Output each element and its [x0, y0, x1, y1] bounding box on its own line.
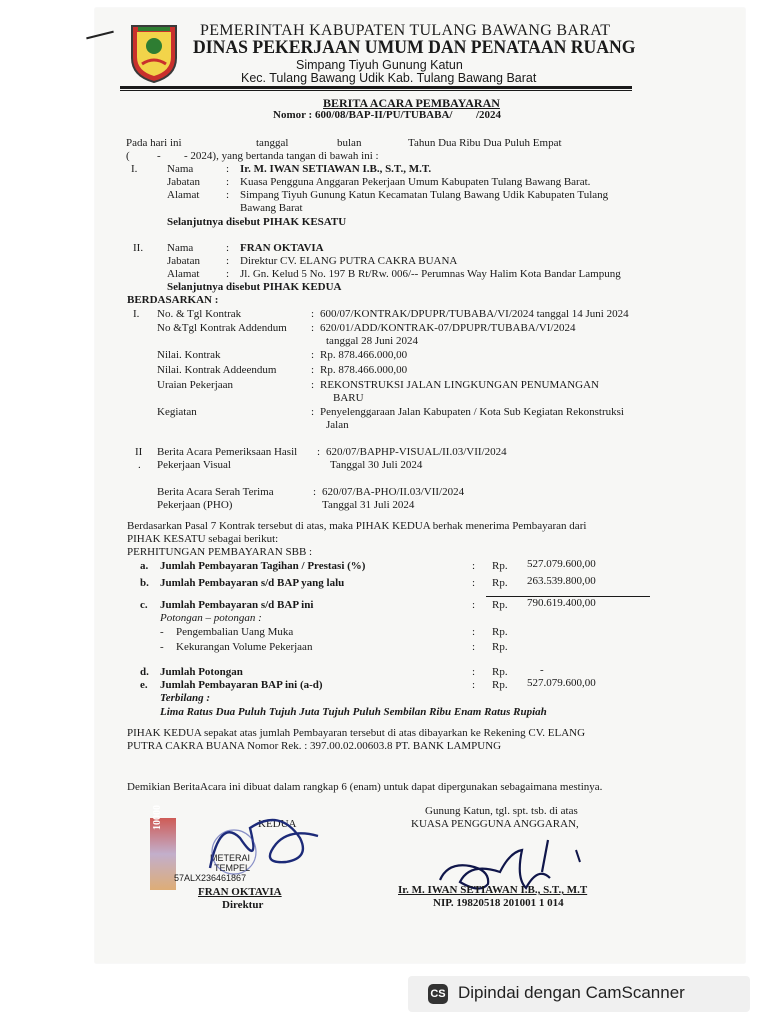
signatory-left-name: FRAN OKTAVIA — [198, 886, 282, 898]
party2-name: FRAN OKTAVIA — [240, 242, 324, 254]
row-d-amount: - — [540, 664, 544, 676]
row-c-currency: Rp. — [492, 599, 508, 611]
party1-name-label: Nama — [167, 163, 194, 175]
pho-label-cont: Pekerjaan (PHO) — [157, 499, 233, 511]
work-description-cont: BARU — [333, 392, 364, 404]
bap-label: Berita Acara Pemeriksaan Hasil — [157, 446, 298, 458]
header-agency: DINAS PEKERJAAN UMUM DAN PENATAAN RUANG — [193, 37, 636, 58]
document-year: /2024 — [476, 109, 502, 121]
party2-designation: Selanjutnya disebut PIHAK KEDUA — [167, 281, 342, 293]
regency-logo-icon — [128, 22, 180, 84]
tempel-label: TEMPEL — [214, 863, 251, 873]
signatory-left-title: Direktur — [222, 899, 264, 911]
stamp-serial: 57ALX236461867 — [174, 873, 247, 883]
party1-alamat-label: Alamat — [167, 189, 200, 201]
row-d-label: d. — [140, 666, 149, 678]
amount-words-label: Terbilang : — [160, 692, 211, 704]
party2-alamat: Jl. Gn. Kelud 5 No. 197 B Rt/Rw. 006/-- Perumnas Way Halim Kota Bandar Lampung — [240, 268, 621, 280]
row-a-label: a. — [140, 560, 149, 572]
deductions-heading: Potongan – potongan : — [160, 612, 262, 624]
contract-label: No. & Tgl Kontrak — [157, 308, 242, 320]
pasal-text-cont: PIHAK KESATU sebagai berikut: — [127, 533, 279, 545]
opening-paren: ( — [126, 150, 130, 162]
calculation-heading: PERHITUNGAN PEMBAYARAN SBB : — [127, 546, 313, 558]
basis-heading: BERDASARKAN : — [127, 294, 219, 306]
pasal-text: Berdasarkan Pasal 7 Kontrak tersebut di atas, maka PIHAK KEDUA berhak menerima Pembayaran dari — [127, 520, 587, 532]
row-a-amount: 527.079.600,00 — [527, 558, 596, 570]
opening-month: bulan — [337, 137, 362, 149]
row-d-text: Jumlah Potongan — [160, 666, 243, 678]
deduction-volume-currency: Rp. — [492, 641, 508, 653]
party2-name-label: Nama — [167, 242, 194, 254]
signatory-right-name: Ir. M. IWAN SETIAWAN I.B., S.T., M.T — [398, 884, 588, 896]
addendum-value: 620/01/ADD/KONTRAK-07/DPUPR/TUBABA/VI/2024 — [320, 322, 576, 334]
row-c-text: Jumlah Pembayaran s/d BAP ini — [160, 599, 314, 611]
row-a-currency: Rp. — [492, 560, 508, 572]
deduction-advance: Pengembalian Uang Muka — [176, 626, 294, 638]
party1-alamat: Simpang Tiyuh Gunung Katun Kecamatan Tulang Bawang Udik Kabupaten Tulang — [240, 189, 609, 201]
party1-alamat-cont: Bawang Barat — [240, 202, 303, 214]
header-address2: Kec. Tulang Bawang Udik Kab. Tulang Bawang Barat — [241, 71, 537, 85]
deduction-advance-currency: Rp. — [492, 626, 508, 638]
addendum-label: No &Tgl Kontrak Addendum — [157, 322, 287, 334]
bap-label-cont: Pekerjaan Visual — [157, 459, 231, 471]
contract-value: 600/07/KONTRAK/DPUPR/TUBABA/VI/2024 tanggal 14 Juni 2024 — [320, 308, 629, 320]
header-rule-thin — [120, 90, 632, 91]
row-e-text: Jumlah Pembayaran BAP ini (a-d) — [160, 679, 323, 691]
bap-date: Tanggal 30 Juli 2024 — [330, 459, 423, 471]
pho-number: 620/07/BA-PHO/II.03/VII/2024 — [322, 486, 465, 498]
bank-account-text-cont: PUTRA CAKRA BUANA Nomor Rek. : 397.00.02.00603.8 PT. BANK LAMPUNG — [127, 740, 502, 752]
document-title: BERITA ACARA PEMBAYARAN — [323, 96, 500, 110]
opening-day: Pada hari ini — [126, 137, 182, 149]
pho-label: Berita Acara Serah Terima — [157, 486, 274, 498]
basis-number-2-dot: . — [138, 459, 141, 471]
opening-dash: - — [157, 150, 161, 162]
party1-jabatan-label: Jabatan — [167, 176, 200, 188]
contract-value-label: Nilai. Kontrak — [157, 349, 221, 361]
party1-jabatan: Kuasa Pengguna Anggaran Pekerjaan Umum Kabupaten Tulang Bawang Barat. — [240, 176, 591, 188]
activity-description-cont: Jalan — [326, 419, 349, 431]
meterai-label: METERAI — [210, 853, 251, 863]
row-b-currency: Rp. — [492, 577, 508, 589]
party2-jabatan: Direktur CV. ELANG PUTRA CAKRA BUANA — [240, 255, 458, 267]
row-e-currency: Rp. — [492, 679, 508, 691]
party2-jabatan-label: Jabatan — [167, 255, 200, 267]
scanner-text: Dipindai dengan CamScanner — [458, 983, 685, 1002]
basis-number-2: II — [135, 446, 143, 458]
document-number: Nomor : 600/08/BAP-II/PU/TUBABA/ — [273, 109, 453, 121]
row-c-amount: 790.619.400,00 — [527, 597, 596, 609]
work-description: REKONSTRUKSI JALAN LINGKUNGAN PENUMANGAN — [320, 379, 599, 391]
activity-label: Kegiatan — [157, 406, 197, 418]
closing-statement: Demikian BeritaAcara ini dibuat dalam rangkap 6 (enam) untuk dapat dipergunakan sebagaimana mestinya. — [127, 781, 603, 793]
work-label: Uraian Pekerjaan — [157, 379, 234, 391]
row-b-label: b. — [140, 577, 149, 589]
stamp-value: 10000 — [152, 805, 163, 830]
opening-rest: - 2024), yang bertanda tangan di bawah ini : — [184, 150, 379, 162]
sign-place: Gunung Katun, tgl. spt. tsb. di atas — [425, 805, 578, 817]
signatory-right-nip: NIP. 19820518 201001 1 014 — [433, 897, 564, 909]
bap-number: 620/07/BAPHP-VISUAL/II.03/VII/2024 — [326, 446, 507, 458]
party1-number: I. — [131, 163, 138, 175]
signature-left — [190, 808, 330, 888]
basis-number: I. — [133, 308, 140, 320]
opening-date: tanggal — [256, 137, 289, 149]
row-b-text: Jumlah Pembayaran s/d BAP yang lalu — [160, 577, 345, 589]
camscanner-icon: CS — [428, 984, 448, 1004]
pho-date: Tanggal 31 Juli 2024 — [322, 499, 415, 511]
row-e-amount: 527.079.600,00 — [527, 677, 596, 689]
addendum-amount: Rp. 878.466.000,00 — [320, 364, 408, 376]
header-line1: PEMERINTAH KABUPATEN TULANG BAWANG BARAT — [200, 22, 611, 39]
party1-designation: Selanjutnya disebut PIHAK KESATU — [167, 216, 347, 228]
row-c-label: c. — [140, 599, 148, 611]
addendum-value-label: Nilai. Kontrak Addeendum — [157, 364, 277, 376]
party2-number: II. — [133, 242, 144, 254]
bank-account-text: PIHAK KEDUA sepakat atas jumlah Pembayaran tersebut di atas dibayarkan ke Rekening CV. ELANG — [127, 727, 586, 739]
sign-role-right: KUASA PENGGUNA ANGGARAN, — [411, 818, 579, 830]
row-a-text: Jumlah Pembayaran Tagihan / Prestasi (%) — [160, 560, 366, 572]
sign-role-left: KEDUA — [258, 818, 297, 830]
row-d-currency: Rp. — [492, 666, 508, 678]
party2-alamat-label: Alamat — [167, 268, 200, 280]
opening-year: Tahun Dua Ribu Dua Puluh Empat — [408, 137, 562, 149]
row-e-label: e. — [140, 679, 148, 691]
header-rule — [120, 86, 632, 89]
amount-in-words: Lima Ratus Dua Puluh Tujuh Juta Tujuh Puluh Sembilan Ribu Enam Ratus Rupiah — [160, 706, 547, 718]
activity-description: Penyelenggaraan Jalan Kabupaten / Kota Sub Kegiatan Rekonstruksi — [320, 406, 624, 418]
row-b-amount: 263.539.800,00 — [527, 575, 596, 587]
header-address1: Simpang Tiyuh Gunung Katun — [296, 58, 463, 72]
party1-name: Ir. M. IWAN SETIAWAN I.B., S.T., M.T. — [240, 163, 432, 175]
deduction-volume: Kekurangan Volume Pekerjaan — [176, 641, 313, 653]
contract-amount: Rp. 878.466.000,00 — [320, 349, 408, 361]
addendum-date: tanggal 28 Juni 2024 — [326, 335, 418, 347]
